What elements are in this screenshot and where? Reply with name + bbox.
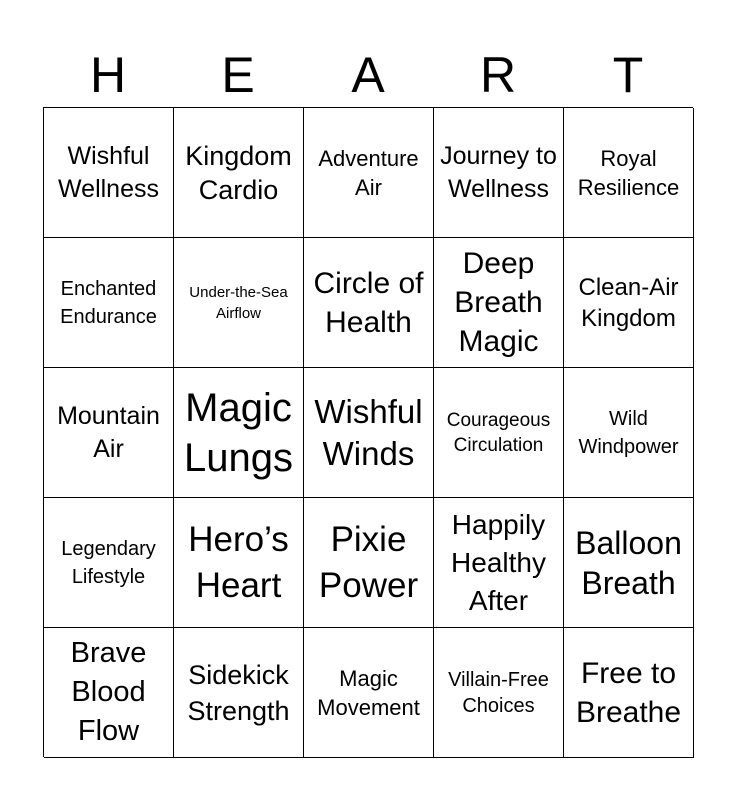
header-letter-a: A [351,47,385,103]
bingo-cell[interactable] [434,108,564,238]
bingo-cell[interactable] [434,238,564,368]
cell-text: Wishful Wellness [58,141,159,203]
cell-text: Kingdom Cardio [185,140,292,205]
cell-text: Under-the-Sea Airflow [189,283,288,322]
bingo-cell[interactable] [44,628,174,758]
cell-text: Magic Lungs [184,385,293,480]
cell-text: Balloon Breath [575,524,682,601]
bingo-cell[interactable] [564,368,694,498]
bingo-cell[interactable] [44,498,174,628]
bingo-cell[interactable] [304,238,434,368]
bingo-cell[interactable] [174,368,304,498]
bingo-cell[interactable] [174,498,304,628]
cell-text: Sidekick Strength [187,659,290,726]
header-letter-r: R [479,47,517,103]
cell-text: Clean-Air Kingdom [578,273,679,332]
cell-text: Wild Windpower [578,407,679,458]
cell-text: Hero’s Heart [188,519,289,605]
cell-text: Magic Movement [317,665,420,720]
cell-text: Adventure Air [318,145,419,200]
bingo-cell[interactable] [434,498,564,628]
bingo-cell[interactable] [174,238,304,368]
bingo-cell[interactable] [174,108,304,238]
bingo-cell[interactable] [304,628,434,758]
cell-text: Villain-Free Choices [448,668,549,717]
cell-text: Legendary Lifestyle [61,537,156,588]
bingo-cell[interactable] [174,628,304,758]
cell-text: Happily Healthy After [451,508,546,616]
cell-text: Wishful Winds [314,392,423,472]
bingo-header [43,45,693,105]
cell-text: Mountain Air [57,401,160,463]
bingo-cell[interactable] [564,628,694,758]
bingo-cell[interactable] [564,498,694,628]
cell-text: Brave Blood Flow [70,637,147,747]
bingo-cell[interactable] [434,628,564,758]
cell-text: Circle of Health [313,266,424,339]
bingo-cell[interactable] [44,368,174,498]
bingo-cell[interactable] [304,498,434,628]
cell-text: Enchanted Endurance [60,277,157,328]
cell-text: Free to Breathe [575,656,682,729]
cell-text: Pixie Power [318,519,419,605]
header-letter-e: E [221,47,255,103]
cell-text: Deep Breath Magic [454,247,543,358]
cell-text: Royal Resilience [577,145,680,200]
bingo-cell[interactable] [44,108,174,238]
bingo-card-grid [43,107,693,757]
cell-text: Courageous Circulation [446,409,551,456]
bingo-cell[interactable] [564,238,694,368]
header-letter-t: T [612,47,644,103]
bingo-cell[interactable] [434,368,564,498]
bingo-cell[interactable] [564,108,694,238]
bingo-cell[interactable] [44,238,174,368]
bingo-cell[interactable] [304,368,434,498]
header-letter-h: H [89,47,127,103]
cell-text: Journey to Wellness [440,141,557,203]
bingo-cell[interactable] [304,108,434,238]
